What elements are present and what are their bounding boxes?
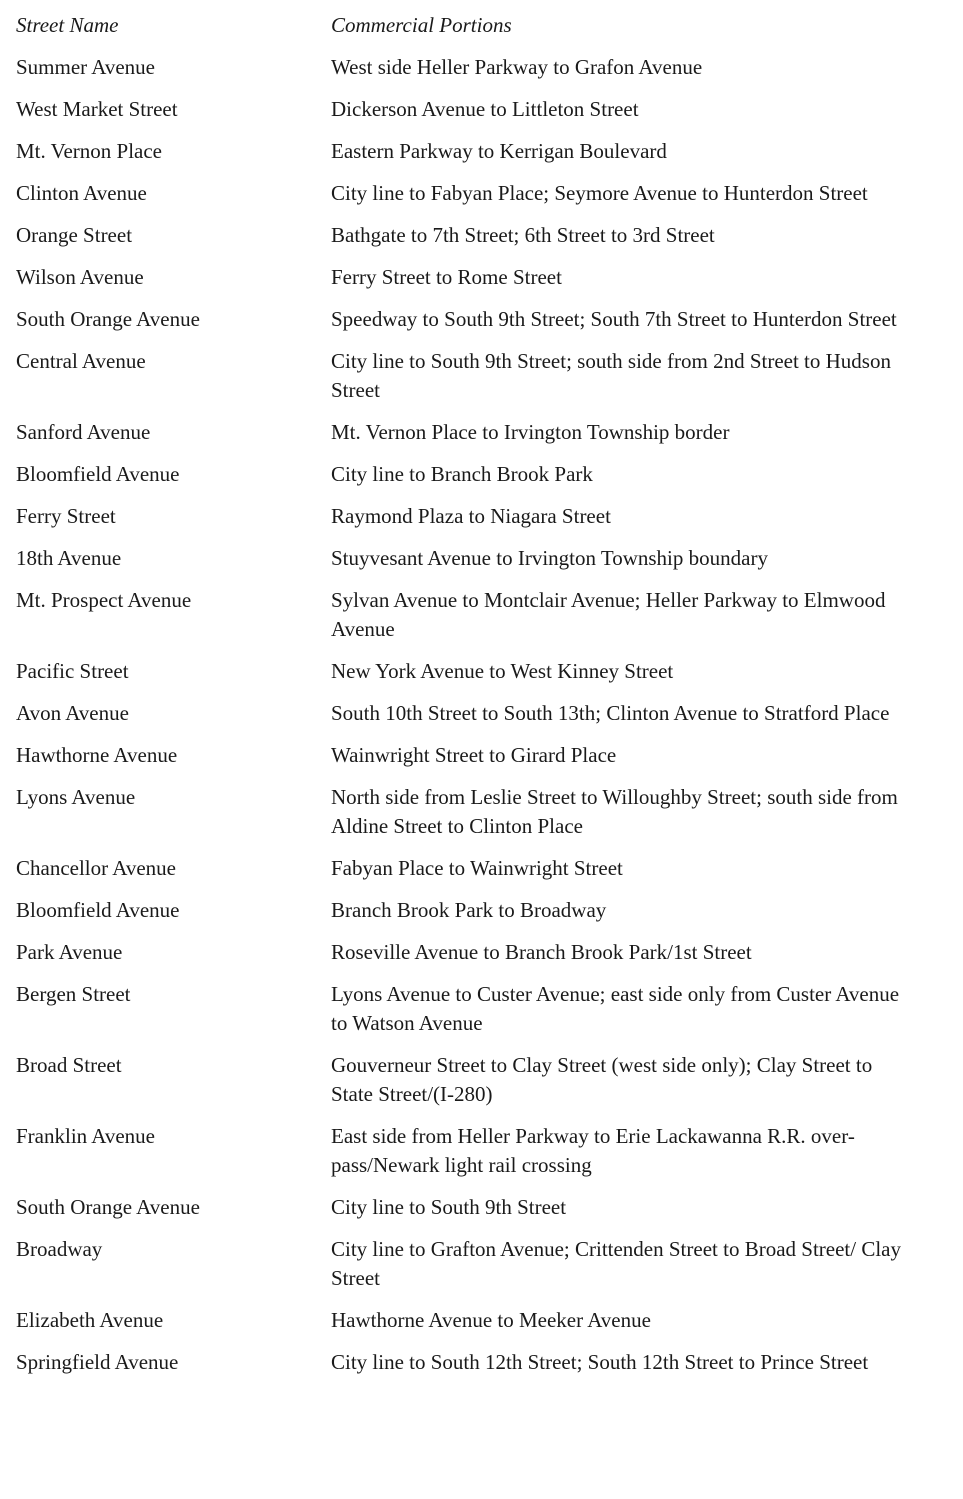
commercial-portions-cell: Stuyvesant Avenue to Irvington Township boundary [331, 546, 768, 570]
table-row [16, 137, 946, 166]
table-row [16, 1122, 946, 1180]
table-row [16, 699, 946, 728]
street-name-cell: Ferry Street [16, 504, 116, 528]
table-row [16, 1193, 946, 1222]
table-row [16, 347, 946, 405]
street-name-cell: 18th Avenue [16, 546, 122, 570]
table-row [16, 741, 946, 770]
table-row [16, 1235, 946, 1293]
street-name-cell: Pacific Street [16, 659, 129, 683]
commercial-portions-cell: City line to Fabyan Place; Seymore Avenue to Hunterdon Street [331, 181, 868, 205]
commercial-portions-cell: Hawthorne Avenue to Meeker Avenue [331, 1308, 651, 1332]
commercial-portions-cell: North side from Leslie Street to Willoughby Street; south side from Aldine Street to Clinton Place [331, 785, 898, 838]
table-row [16, 502, 946, 531]
street-name-cell: Wilson Avenue [16, 265, 144, 289]
table-row [16, 1306, 946, 1335]
street-name-cell: Bloomfield Avenue [16, 462, 180, 486]
table-row [16, 179, 946, 208]
commercial-portions-cell: South 10th Street to South 13th; Clinton Avenue to Stratford Place [331, 701, 890, 725]
commercial-portions-cell: Sylvan Avenue to Montclair Avenue; Heller Parkway to Elmwood Avenue [331, 588, 886, 641]
table-row [16, 263, 946, 292]
table-body [16, 53, 946, 1377]
commercial-portions-cell: Raymond Plaza to Niagara Street [331, 504, 611, 528]
street-name-cell: Chancellor Avenue [16, 856, 176, 880]
commercial-portions-cell: Gouverneur Street to Clay Street (west side only); Clay Street to State Street/(I-280) [331, 1053, 873, 1106]
street-name-cell: Central Avenue [16, 349, 146, 373]
commercial-portions-cell: Ferry Street to Rome Street [331, 265, 562, 289]
commercial-portions-cell: Dickerson Avenue to Littleton Street [331, 97, 639, 121]
table-row [16, 896, 946, 925]
table-row [16, 980, 946, 1038]
commercial-portions-cell: Branch Brook Park to Broadway [331, 898, 607, 922]
commercial-portions-cell: New York Avenue to West Kinney Street [331, 659, 674, 683]
commercial-portions-cell: East side from Heller Parkway to Erie Lackawanna R.R. over-pass/Newark light rail crossing [331, 1124, 855, 1177]
street-name-cell: Springfield Avenue [16, 1350, 179, 1374]
table-row [16, 1348, 946, 1377]
column-header-street-name: Street Name [16, 13, 119, 37]
street-name-cell: Sanford Avenue [16, 420, 151, 444]
street-name-cell: Mt. Prospect Avenue [16, 588, 192, 612]
street-name-cell: South Orange Avenue [16, 307, 200, 331]
street-name-cell: West Market Street [16, 97, 178, 121]
street-name-cell: Summer Avenue [16, 55, 156, 79]
commercial-portions-cell: West side Heller Parkway to Grafon Avenue [331, 55, 703, 79]
street-name-cell: Park Avenue [16, 940, 123, 964]
table-row [16, 95, 946, 124]
table-header [16, 10, 946, 40]
street-name-cell: Avon Avenue [16, 701, 129, 725]
table-row [16, 305, 946, 334]
table-row [16, 586, 946, 644]
street-name-cell: Franklin Avenue [16, 1124, 156, 1148]
street-name-cell: Bloomfield Avenue [16, 898, 180, 922]
street-name-cell: Clinton Avenue [16, 181, 147, 205]
commercial-portions-cell: City line to Grafton Avenue; Crittenden Street to Broad Street/ Clay Street [331, 1237, 901, 1290]
table-row [16, 221, 946, 250]
table-row [16, 657, 946, 686]
commercial-portions-cell: City line to South 9th Street; south side from 2nd Street to Hudson Street [331, 349, 891, 402]
street-name-cell: Bergen Street [16, 982, 131, 1006]
commercial-portions-cell: City line to South 9th Street [331, 1195, 567, 1219]
commercial-portions-cell: Eastern Parkway to Kerrigan Boulevard [331, 139, 667, 163]
commercial-portions-cell: Mt. Vernon Place to Irvington Township border [331, 420, 730, 444]
column-header-commercial-portions: Commercial Portions [331, 13, 512, 37]
commercial-portions-cell: City line to Branch Brook Park [331, 462, 593, 486]
street-name-cell: Elizabeth Avenue [16, 1308, 164, 1332]
commercial-portions-cell: Speedway to South 9th Street; South 7th Street to Hunterdon Street [331, 307, 897, 331]
table-row [16, 53, 946, 82]
commercial-portions-cell: City line to South 12th Street; South 12th Street to Prince Street [331, 1350, 869, 1374]
table-row [16, 544, 946, 573]
street-name-cell: Orange Street [16, 223, 133, 247]
street-name-cell: Hawthorne Avenue [16, 743, 178, 767]
street-name-cell: Mt. Vernon Place [16, 139, 163, 163]
table-row [16, 1051, 946, 1109]
table-row [16, 938, 946, 967]
street-name-cell: Lyons Avenue [16, 785, 136, 809]
commercial-streets-table [16, 10, 946, 1377]
commercial-portions-cell: Bathgate to 7th Street; 6th Street to 3rd Street [331, 223, 715, 247]
commercial-portions-cell: Wainwright Street to Girard Place [331, 743, 617, 767]
street-name-cell: South Orange Avenue [16, 1195, 200, 1219]
street-name-cell: Broadway [16, 1237, 103, 1261]
table-row [16, 783, 946, 841]
street-name-cell: Broad Street [16, 1053, 122, 1077]
table-row [16, 854, 946, 883]
commercial-portions-cell: Fabyan Place to Wainwright Street [331, 856, 623, 880]
table-row [16, 418, 946, 447]
table-row [16, 460, 946, 489]
commercial-portions-cell: Lyons Avenue to Custer Avenue; east side only from Custer Avenue to Watson Avenue [331, 982, 900, 1035]
commercial-portions-cell: Roseville Avenue to Branch Brook Park/1st Street [331, 940, 752, 964]
